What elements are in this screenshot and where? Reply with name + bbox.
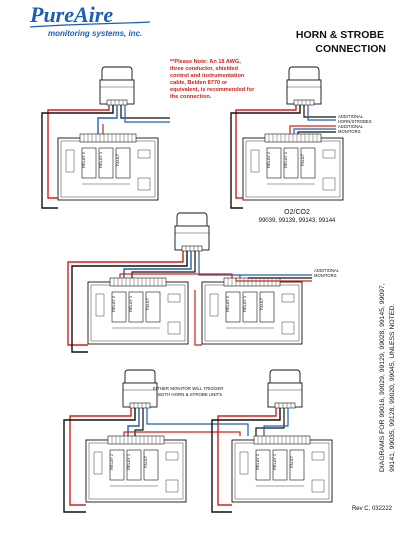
model-numbers-label: 99039, 99139, 99143, 99144 <box>258 218 336 224</box>
relay2-label: RELAY 2 <box>255 453 260 470</box>
pureaire-logo <box>29 2 150 38</box>
horn-strobe-unit <box>100 67 134 105</box>
note-line-5: equivalent, is recommended for <box>170 87 255 93</box>
gas-monitor-board-left <box>88 278 188 344</box>
horn-strobe-unit-right <box>268 370 302 408</box>
fault-label: FAULT <box>115 153 120 166</box>
gas-monitor-board <box>58 134 158 200</box>
horn-strobe-unit <box>175 213 209 251</box>
additional-horn-strobes-label: HORN/STROBES <box>338 119 372 124</box>
brand-name: PureAire <box>30 2 114 27</box>
gas-monitor-board-right <box>232 436 332 502</box>
note-line-3: control and instrumentation <box>170 73 245 79</box>
horn-strobe-unit-left <box>123 370 157 408</box>
either-monitor-note: EITHER MONITOR WILL TRIGGER <box>153 386 224 391</box>
side-text-line2: 99141, 99035, 99128, 99020, 99045, UNLESS NOTED. <box>389 303 396 472</box>
gas-monitor-board <box>243 134 343 200</box>
fault-label: FAULT <box>259 297 264 310</box>
cable-note <box>170 59 255 100</box>
additional-monitors-label: ADDITIONAL <box>314 268 340 273</box>
relay2-label: RELAY 2 <box>111 295 116 312</box>
relay2-label: RELAY 2 <box>81 151 86 168</box>
diagram-1 <box>42 67 170 208</box>
relay1-label: RELAY 1 <box>98 151 103 168</box>
side-text-line1: DIAGRAMS FOR 99016, 99029, 99129, 99028, 99145, 99097, <box>379 283 386 472</box>
additional-monitors-label: ADDITIONAL <box>338 124 364 129</box>
fault-label: FAULT <box>143 455 148 468</box>
relay2-label: RELAY 2 <box>109 453 114 470</box>
relay1-label: RELAY 1 <box>126 453 131 470</box>
diagram-3 <box>68 213 340 352</box>
relay2-label: RELAY 2 <box>225 295 230 312</box>
fault-label: FAULT <box>289 455 294 468</box>
relay1-label: RELAY 1 <box>128 295 133 312</box>
additional-monitors-label: MONITORS <box>338 129 361 134</box>
fault-label: FAULT <box>145 297 150 310</box>
model-label: O2/CO2 <box>284 209 310 216</box>
note-line-2: three conductor, shielded <box>170 66 239 72</box>
note-line-6: the connection. <box>170 94 212 100</box>
either-monitor-note: BOTH HORN & STROBE UNITS <box>158 392 223 397</box>
additional-horn-strobes-label: ADDITIONAL <box>338 114 364 119</box>
brand-tagline: monitoring systems, inc. <box>48 29 143 38</box>
diagram-4 <box>64 370 332 512</box>
additional-monitors-label: MONITORS <box>314 273 337 278</box>
relay1-label: RELAY 1 <box>272 453 277 470</box>
page-title-line2: CONNECTION <box>315 43 386 55</box>
revision-label: Rev C, 032222 <box>351 506 392 512</box>
horn-strobe-unit <box>287 67 321 105</box>
fault-label: FAULT <box>300 153 305 166</box>
relay1-label: RELAY 1 <box>283 151 288 168</box>
relay2-label: RELAY 2 <box>266 151 271 168</box>
page-title-line1: HORN & STROBE <box>295 29 384 41</box>
gas-monitor-board-left <box>86 436 186 502</box>
note-line-4: cable, Belden 8770 or <box>170 80 228 86</box>
gas-monitor-board-right <box>202 278 302 344</box>
relay1-label: RELAY 1 <box>242 295 247 312</box>
note-line-1: **Please Note: An 18 AWG, <box>170 59 241 65</box>
